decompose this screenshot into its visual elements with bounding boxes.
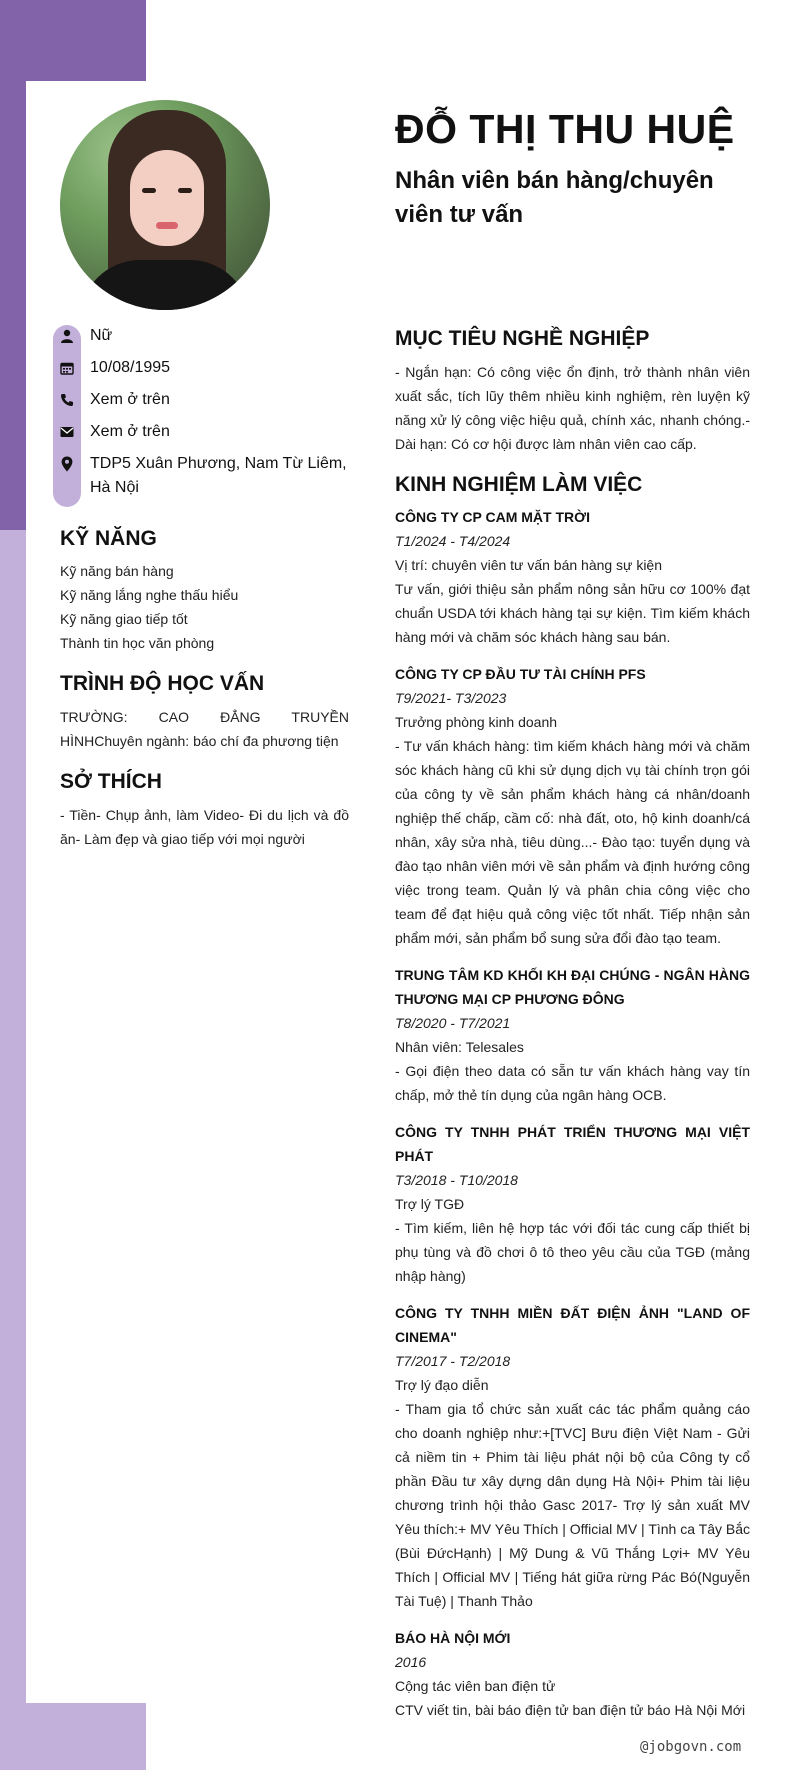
job-period: 2016 xyxy=(395,1654,427,1670)
job-company: TRUNG TÂM KD KHỐI KH ĐẠI CHÚNG - NGÂN HÀNG THƯƠNG MẠI CP PHƯƠNG ĐÔNG xyxy=(395,967,750,1007)
job-company: CÔNG TY CP CAM MẶT TRỜI xyxy=(395,509,590,525)
skill-item: Kỹ năng bán hàng xyxy=(60,563,174,579)
email-value[interactable]: Xem ở trên xyxy=(90,423,170,440)
job-company: CÔNG TY TNHH MIỀN ĐẤT ĐIỆN ẢNH "LAND OF CINEMA" xyxy=(395,1305,750,1345)
job-description: - Gọi điện theo data có sẵn tư vấn khách hàng vay tín chấp, mở thẻ tín dụng của ngân hàng OCB. xyxy=(395,1063,750,1103)
watermark: @jobgovn.com xyxy=(640,1739,742,1755)
skill-item: Kỹ năng lắng nghe thấu hiểu xyxy=(60,587,239,603)
experience-heading: KINH NGHIỆM LÀM VIỆC xyxy=(395,473,643,496)
job-entry xyxy=(395,1301,750,1613)
skills-heading: KỸ NĂNG xyxy=(60,527,157,550)
job-entry xyxy=(395,963,750,1107)
job-period: T9/2021- T3/2023 xyxy=(395,690,507,706)
job-period: T8/2020 - T7/2021 xyxy=(395,1015,511,1031)
job-description: - Tham gia tổ chức sản xuất các tác phẩm quảng cáo cho doanh nghiệp như:+[TVC] Bưu điện Việt Nam - Gửi cả niềm tin + Phim tài liệu phát nội bộ của Công ty cổ phần Đầu tư xây dựng dân dụng Hà Nội+ Phim tài liệu chương trình hội thảo Gasc 2017- Trợ lý sản xuất MV Yêu thích:+ MV Yêu Thích | Official MV | Tình ca Tây Bắc (Bùi ĐứcHạnh) | Mỹ Dung & Vũ Thắng Lợi+ MV Yêu Thích | Official MV | Tiếng hát giữa rừng Pác Bó(Nguyễn Tài Tuệ) | Thanh Thảo xyxy=(395,1401,750,1609)
location-icon xyxy=(53,452,81,476)
avatar-face xyxy=(130,150,204,246)
job-entry xyxy=(395,1120,750,1288)
job-role: Trợ lý đạo diễn xyxy=(395,1377,489,1393)
avatar xyxy=(60,100,270,310)
job-entry xyxy=(395,662,750,950)
job-company: BÁO HÀ NỘI MỚI xyxy=(395,1630,511,1646)
job-period: T7/2017 - T2/2018 xyxy=(395,1353,511,1369)
job-company: CÔNG TY TNHH PHÁT TRIỂN THƯƠNG MẠI VIỆT PHÁT xyxy=(395,1124,750,1164)
job-role: Vị trí: chuyên viên tư vấn bán hàng sự kiện xyxy=(395,557,663,573)
contact-email xyxy=(53,420,353,444)
skill-item: Thành tin học văn phòng xyxy=(60,635,215,651)
phone-value[interactable]: Xem ở trên xyxy=(90,391,170,408)
avatar-eye xyxy=(142,188,156,193)
hobbies-text: - Tiền- Chụp ảnh, làm Video- Đi du lịch và đồ ăn- Làm đẹp và giao tiếp với mọi người xyxy=(60,807,349,847)
skills-list xyxy=(60,559,238,655)
phone-icon xyxy=(53,388,81,412)
education-text: TRƯỜNG: CAO ĐẲNG TRUYỀN HÌNHChuyên ngành: báo chí đa phương tiện xyxy=(60,709,349,749)
calendar-icon xyxy=(53,356,81,380)
avatar-eye xyxy=(178,188,192,193)
job-description: Tư vấn, giới thiệu sản phẩm nông sản hữu cơ 100% đạt chuẩn USDA tới khách hàng tại sự kiện. Tìm kiếm khách hàng mới và chăm sóc khách hàng sau bán. xyxy=(395,581,750,645)
avatar-lips xyxy=(156,222,178,229)
job-description: CTV viết tin, bài báo điện tử ban điện tử báo Hà Nội Mới xyxy=(395,1702,746,1718)
candidate-name: ĐỖ THỊ THU HUỆ xyxy=(395,106,735,152)
job-description: - Tư vấn khách hàng: tìm kiếm khách hàng mới và chăm sóc khách hàng cũ khi sử dụng dịch vụ tài chính trọn gói của công ty về sản phẩm khách hàng cá nhân/doanh nghiệp thế chấp, cầm cố: nhà đất, oto, hộ kinh doanh/cá nhân, xây sửa nhà, tiêu dùng...- Đào tạo: tuyển dụng và đào tạo nhân viên mới về sản phẩm và định hướng công việc trong team. Quản lý và phân chia công việc cho team để đạt hiệu quả công việc tốt nhất. Tiếp nhận sản phẩm mới, sản phẩm bổ sung sửa đổi đào tạo team. xyxy=(395,738,750,946)
candidate-position: Nhân viên bán hàng/chuyên viên tư vấn xyxy=(395,167,714,228)
job-company: CÔNG TY CP ĐẦU TƯ TÀI CHÍNH PFS xyxy=(395,666,646,682)
job-role: Trợ lý TGĐ xyxy=(395,1196,465,1212)
gender-value: Nữ xyxy=(90,327,113,344)
job-entry xyxy=(395,505,750,649)
skill-item: Kỹ năng giao tiếp tốt xyxy=(60,611,188,627)
email-icon xyxy=(53,420,81,444)
job-description: - Tìm kiếm, liên hệ hợp tác với đối tác cung cấp thiết bị phụ tùng và đồ chơi ô tô theo yêu cầu của TGĐ (mảng nhập hàng) xyxy=(395,1220,750,1284)
job-role: Trưởng phòng kinh doanh xyxy=(395,714,558,730)
education-heading: TRÌNH ĐỘ HỌC VẤN xyxy=(60,672,265,695)
contact-birthday xyxy=(53,356,353,380)
job-period: T1/2024 - T4/2024 xyxy=(395,533,511,549)
birthday-value: 10/08/1995 xyxy=(90,359,171,376)
job-role: Cộng tác viên ban điện tử xyxy=(395,1678,556,1694)
contact-phone xyxy=(53,388,353,412)
job-entry xyxy=(395,1626,750,1722)
objective-text: - Ngắn hạn: Có công việc ổn định, trở thành nhân viên xuất sắc, tích lũy thêm nhiều kinh nghiệm, rèn luyện kỹ năng xử lý công việc hiệu quả, chính xác, nhanh chóng.- Dài hạn: Có cơ hội được làm nhân viên cao cấp. xyxy=(395,364,750,452)
hobbies-heading: SỞ THÍCH xyxy=(60,770,162,793)
contact-gender xyxy=(53,324,353,348)
address-value: TDP5 Xuân Phương, Nam Từ Liêm, Hà Nội xyxy=(90,455,347,496)
job-role: Nhân viên: Telesales xyxy=(395,1039,524,1055)
experience-list xyxy=(395,505,750,1735)
user-icon xyxy=(53,324,81,348)
objective-heading: MỤC TIÊU NGHỀ NGHIỆP xyxy=(395,327,650,350)
job-period: T3/2018 - T10/2018 xyxy=(395,1172,518,1188)
contact-address xyxy=(53,452,353,500)
